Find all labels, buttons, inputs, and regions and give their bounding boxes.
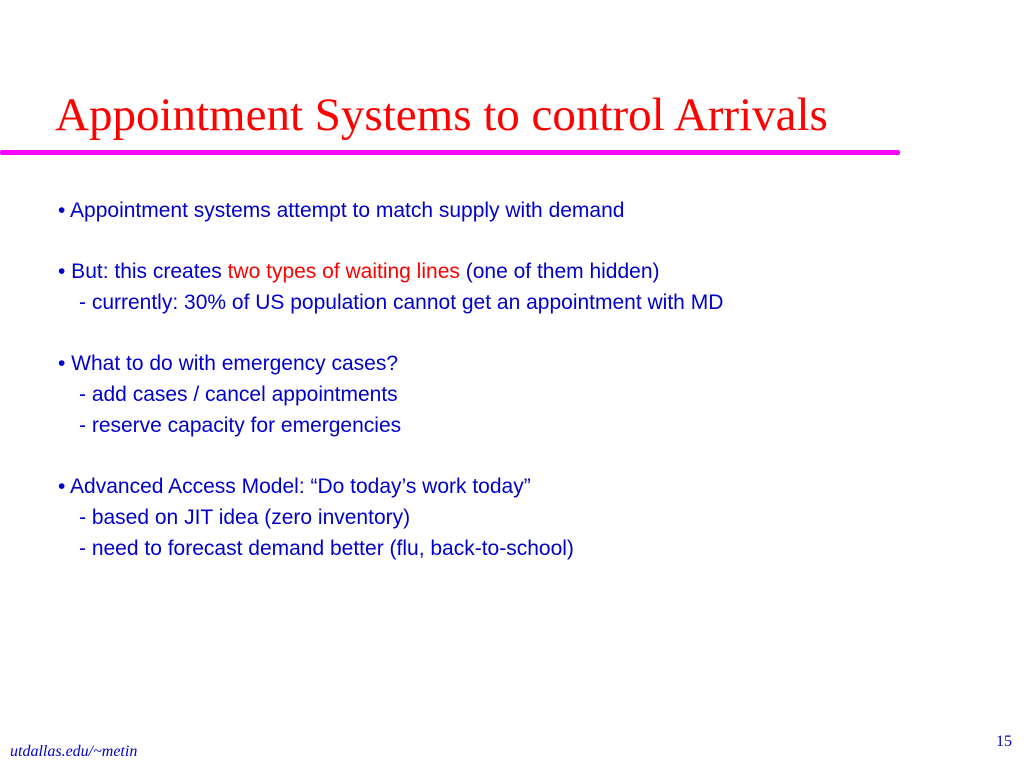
bullet-3-sub-1: - add cases / cancel appointments (79, 383, 398, 406)
bullet-2 (58, 256, 723, 287)
bullet-2-text-before: • But: this creates (58, 260, 228, 283)
bullet-2-text-after: (one of them hidden) (459, 260, 660, 283)
page-number: 15 (996, 733, 1012, 750)
bullet-2-sub-1: - currently: 30% of US population cannot get an appointment with MD (79, 291, 724, 314)
bullet-2-highlight: two types of waiting lines (227, 260, 460, 283)
bullet-gap (58, 441, 723, 471)
bullet-1: • Appointment systems attempt to match supply with demand (58, 199, 625, 222)
bullet-4-sub-2: - need to forecast demand better (flu, back-to-school) (79, 537, 574, 560)
footer-url: utdallas.edu/~metin (10, 743, 138, 760)
bullet-3: • What to do with emergency cases? (58, 352, 399, 375)
bullet-gap (58, 318, 723, 348)
bullet-4-sub-1: - based on JIT idea (zero inventory) (79, 506, 411, 529)
bullet-gap (58, 226, 723, 256)
slide-body (58, 195, 723, 564)
bullet-3-sub-2: - reserve capacity for emergencies (79, 414, 402, 437)
slide-title: Appointment Systems to control Arrivals (55, 89, 828, 141)
title-divider (0, 150, 900, 155)
bullet-4: • Advanced Access Model: “Do today’s work today” (58, 475, 531, 498)
